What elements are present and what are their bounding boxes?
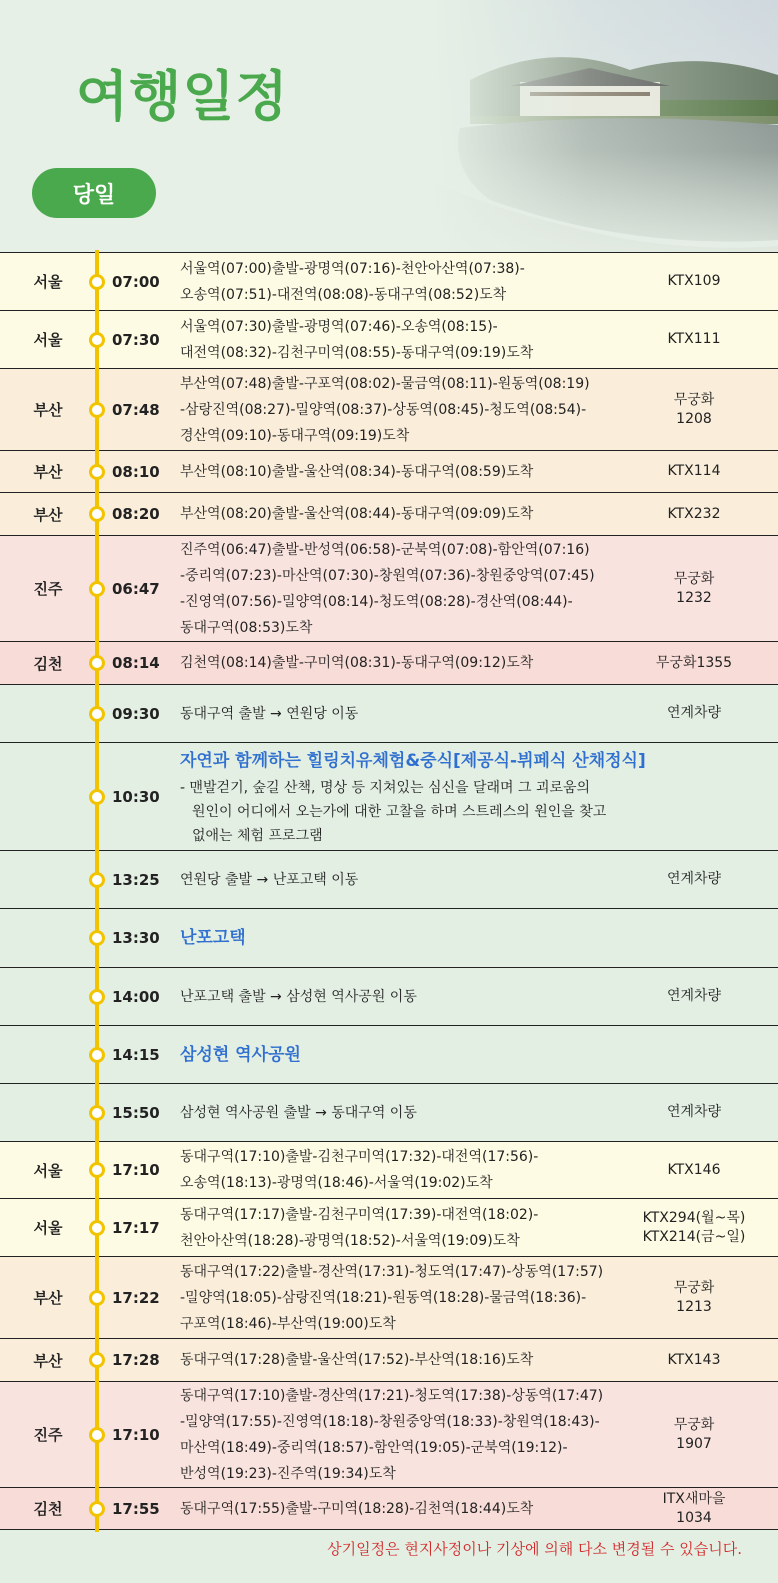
schedule-row bbox=[0, 1025, 778, 1083]
train-label: 무궁화1355 bbox=[655, 654, 733, 671]
schedule-row bbox=[0, 1381, 778, 1487]
timeline-dot-icon bbox=[89, 1352, 105, 1368]
departure-city: 김천 bbox=[33, 654, 63, 673]
train-label: KTX114 bbox=[667, 463, 721, 479]
timeline-dot-icon bbox=[89, 274, 105, 290]
timeline-dot-icon bbox=[89, 402, 105, 418]
timeline-dot-icon bbox=[89, 464, 105, 480]
schedule-description bbox=[180, 1347, 630, 1373]
schedule-row bbox=[0, 1198, 778, 1256]
train-label: 1232 bbox=[676, 589, 712, 606]
schedule-time: 10:30 bbox=[112, 787, 160, 806]
train-label: 무궁화 bbox=[673, 1416, 715, 1433]
departure-city: 김천 bbox=[33, 1500, 63, 1518]
train-info bbox=[620, 391, 768, 429]
hero-photo bbox=[430, 0, 778, 252]
train-label: 무궁화 bbox=[673, 1279, 715, 1296]
schedule-description bbox=[180, 537, 630, 641]
train-info bbox=[620, 1103, 768, 1122]
departure-city: 부산 bbox=[33, 463, 63, 481]
schedule-description bbox=[180, 1202, 630, 1254]
train-label: 1213 bbox=[676, 1298, 712, 1315]
page-header bbox=[0, 0, 778, 252]
train-info bbox=[620, 1279, 768, 1317]
timeline-dot-icon bbox=[89, 655, 105, 671]
schedule-row bbox=[0, 368, 778, 450]
train-info bbox=[620, 1351, 768, 1370]
departure-city: 서울 bbox=[33, 1161, 63, 1180]
page-title: 여행일정 bbox=[76, 65, 289, 128]
train-label: 1907 bbox=[676, 1435, 712, 1452]
route-line: 동대구역(17:28)출발-울산역(17:52)-부산역(18:16)도착 bbox=[180, 1352, 534, 1368]
schedule-description bbox=[180, 701, 630, 727]
route-line: 김천역(08:14)출발-구미역(08:31)-동대구역(09:12)도착 bbox=[180, 655, 534, 671]
timeline-dot-icon bbox=[89, 706, 105, 722]
schedule-time: 14:00 bbox=[112, 987, 160, 1006]
timeline-dot-icon bbox=[89, 332, 105, 348]
train-info bbox=[620, 1490, 768, 1528]
schedule-description bbox=[180, 256, 630, 308]
schedule-row bbox=[0, 850, 778, 908]
schedule-time: 08:20 bbox=[112, 505, 160, 523]
schedule-time: 15:50 bbox=[112, 1103, 160, 1122]
schedule-time: 07:00 bbox=[112, 272, 160, 291]
route-line: 동대구역(17:22)출발-경산역(17:31)-청도역(17:47)-상동역(17:57) bbox=[180, 1263, 604, 1280]
schedule-row bbox=[0, 252, 778, 310]
timeline-dot-icon bbox=[89, 789, 105, 805]
route-line: 구포역(18:46)-부산역(19:00)도착 bbox=[180, 1315, 396, 1332]
timeline-dot-icon bbox=[89, 506, 105, 522]
train-label: 1034 bbox=[676, 1509, 712, 1526]
timeline-dot-icon bbox=[89, 1105, 105, 1121]
schedule-row bbox=[0, 684, 778, 742]
train-label: KTX294(월~목) bbox=[642, 1209, 746, 1226]
day-trip-badge: 당일 bbox=[32, 168, 156, 218]
schedule-description bbox=[180, 314, 630, 366]
schedule-time: 17:22 bbox=[112, 1288, 160, 1307]
train-info bbox=[620, 462, 768, 481]
schedule-notice: 상기일정은 현지사정이나 기상에 의해 다소 변경될 수 있습니다. bbox=[327, 1540, 742, 1558]
train-info bbox=[620, 272, 768, 291]
timeline-dot-icon bbox=[89, 872, 105, 888]
schedule-description bbox=[180, 746, 646, 848]
route-line: 마산역(18:49)-중리역(18:57)-함안역(19:05)-군북역(19:12)- bbox=[180, 1439, 568, 1456]
activity-heading: 난포고택 bbox=[180, 928, 246, 948]
schedule-row bbox=[0, 310, 778, 368]
schedule-time: 07:48 bbox=[112, 400, 160, 419]
schedule-row bbox=[0, 967, 778, 1025]
activity-note: 원인이 어디에서 오는가에 대한 고찰을 하며 스트레스의 원인을 찾고 bbox=[192, 803, 607, 820]
route-line: 부산역(08:20)출발-울산역(08:44)-동대구역(09:09)도착 bbox=[180, 506, 534, 522]
train-label: 연계차량 bbox=[666, 705, 722, 721]
route-line: 부산역(07:48)출발-구포역(08:02)-물금역(08:11)-원동역(08:19) bbox=[180, 375, 590, 392]
schedule-time: 13:25 bbox=[112, 870, 160, 889]
departure-city: 부산 bbox=[33, 1351, 63, 1370]
garden-pond-image bbox=[430, 0, 778, 252]
schedule-description bbox=[180, 1144, 630, 1196]
schedule-time: 08:14 bbox=[112, 654, 160, 672]
train-info bbox=[620, 1209, 768, 1247]
train-label: KTX214(금~일) bbox=[642, 1228, 746, 1245]
departure-city: 진주 bbox=[33, 580, 63, 598]
schedule-description bbox=[180, 1496, 630, 1522]
schedule-row bbox=[0, 1256, 778, 1338]
route-line: 오송역(18:13)-광명역(18:46)-서울역(19:02)도착 bbox=[180, 1175, 493, 1191]
schedule-row bbox=[0, 742, 778, 850]
schedule-time: 17:55 bbox=[112, 1499, 160, 1518]
schedule-row bbox=[0, 535, 778, 641]
schedule-time: 14:15 bbox=[112, 1045, 160, 1064]
train-label: KTX109 bbox=[667, 273, 721, 289]
timeline-line bbox=[95, 250, 99, 1532]
departure-city: 서울 bbox=[33, 331, 63, 349]
schedule-table bbox=[0, 252, 778, 1530]
schedule-description bbox=[180, 1383, 630, 1487]
schedule-time: 06:47 bbox=[112, 579, 160, 598]
train-info bbox=[620, 987, 768, 1006]
route-line: 반성역(19:23)-진주역(19:34)도착 bbox=[180, 1465, 396, 1482]
schedule-time: 17:10 bbox=[112, 1425, 160, 1444]
train-label: KTX232 bbox=[667, 505, 721, 522]
activity-heading: 자연과 함께하는 힐링치유체험&중식[제공식-뷔페식 산채정식] bbox=[180, 750, 646, 771]
train-label: 연계차량 bbox=[666, 871, 722, 887]
schedule-time: 07:30 bbox=[112, 330, 160, 349]
activity-heading: 삼성현 역사공원 bbox=[180, 1044, 301, 1065]
schedule-description bbox=[180, 1259, 630, 1337]
timeline-dot-icon bbox=[89, 1290, 105, 1306]
route-line: -밀양역(17:55)-진영역(18:18)-창원중앙역(18:33)-창원역(18:43)- bbox=[180, 1413, 600, 1430]
route-line: 동대구역(17:55)출발-구미역(18:28)-김천역(18:44)도착 bbox=[180, 1500, 534, 1517]
schedule-row bbox=[0, 1141, 778, 1198]
activity-note: 없애는 체험 프로그램 bbox=[192, 827, 323, 844]
schedule-description bbox=[180, 984, 630, 1010]
route-line: 동대구역(17:10)출발-김천구미역(17:32)-대전역(17:56)- bbox=[180, 1149, 539, 1165]
route-line: 연원당 출발 → 난포고택 이동 bbox=[180, 871, 359, 888]
train-label: 1208 bbox=[676, 410, 712, 427]
train-label: 무궁화 bbox=[673, 391, 715, 408]
departure-city: 서울 bbox=[33, 273, 63, 291]
train-label: 무궁화 bbox=[673, 570, 715, 587]
timeline-dot-icon bbox=[89, 581, 105, 597]
schedule-time: 08:10 bbox=[112, 462, 160, 481]
schedule-description bbox=[180, 923, 630, 953]
schedule-row bbox=[0, 450, 778, 492]
train-info bbox=[620, 330, 768, 349]
departure-city: 부산 bbox=[33, 1289, 63, 1307]
train-info bbox=[620, 1161, 768, 1180]
route-line: -진영역(07:56)-밀양역(08:14)-청도역(08:28)-경산역(08:44)- bbox=[180, 593, 573, 610]
route-line: 동대구역(17:10)출발-경산역(17:21)-청도역(17:38)-상동역(17:47) bbox=[180, 1387, 604, 1404]
train-label: 연계차량 bbox=[666, 1104, 722, 1120]
timeline-dot-icon bbox=[89, 1220, 105, 1236]
train-info bbox=[620, 654, 768, 673]
timeline-dot-icon bbox=[89, 1501, 105, 1517]
schedule-description bbox=[180, 650, 630, 676]
timeline-dot-icon bbox=[89, 930, 105, 946]
schedule-time: 17:28 bbox=[112, 1351, 160, 1369]
schedule-time: 17:10 bbox=[112, 1161, 160, 1179]
schedule-description bbox=[180, 1040, 630, 1070]
departure-city: 진주 bbox=[33, 1426, 63, 1444]
schedule-row bbox=[0, 641, 778, 684]
timeline-dot-icon bbox=[89, 1162, 105, 1178]
schedule-time: 17:17 bbox=[112, 1218, 160, 1237]
schedule-description bbox=[180, 501, 630, 527]
schedule-row bbox=[0, 1083, 778, 1141]
schedule-description bbox=[180, 459, 630, 485]
departure-city: 부산 bbox=[33, 505, 63, 524]
schedule-row bbox=[0, 1338, 778, 1381]
schedule-row bbox=[0, 492, 778, 535]
route-line: -밀양역(18:05)-삼랑진역(18:21)-원동역(18:28)-물금역(18:36)- bbox=[180, 1289, 587, 1306]
route-line: 경산역(09:10)-동대구역(09:19)도착 bbox=[180, 427, 410, 444]
train-label: KTX146 bbox=[667, 1161, 721, 1178]
route-line: 동대구역(17:17)출발-김천구미역(17:39)-대전역(18:02)- bbox=[180, 1206, 539, 1223]
route-line: 천안아산역(18:28)-광명역(18:52)-서울역(19:09)도착 bbox=[180, 1232, 520, 1249]
train-info bbox=[620, 870, 768, 889]
route-line: 서울역(07:30)출발-광명역(07:46)-오송역(08:15)- bbox=[180, 318, 498, 335]
schedule-time: 09:30 bbox=[112, 704, 160, 723]
train-info bbox=[620, 1416, 768, 1454]
timeline-dot-icon bbox=[89, 1427, 105, 1443]
route-line: 삼성현 역사공원 출발 → 동대구역 이동 bbox=[180, 1104, 417, 1121]
schedule-row bbox=[0, 908, 778, 967]
schedule-description bbox=[180, 371, 630, 449]
schedule-description bbox=[180, 1100, 630, 1126]
route-line: 진주역(06:47)출발-반성역(06:58)-군북역(07:08)-함안역(07:16) bbox=[180, 541, 590, 558]
activity-note: - 맨발걷기, 숲길 산책, 명상 등 지쳐있는 심신을 달래며 그 괴로움의 bbox=[180, 779, 591, 796]
schedule-time: 13:30 bbox=[112, 929, 160, 947]
train-info bbox=[620, 570, 768, 608]
train-label: KTX111 bbox=[667, 331, 721, 347]
route-line: 대전역(08:32)-김천구미역(08:55)-동대구역(09:19)도착 bbox=[180, 344, 534, 361]
train-label: ITX새마을 bbox=[662, 1490, 726, 1507]
route-line: 동대구역 출발 → 연원당 이동 bbox=[180, 705, 359, 722]
route-line: -중리역(07:23)-마산역(07:30)-창원역(07:36)-창원중앙역(07:45) bbox=[180, 567, 595, 584]
timeline-dot-icon bbox=[89, 989, 105, 1005]
route-line: -삼랑진역(08:27)-밀양역(08:37)-상동역(08:45)-청도역(08:54)- bbox=[180, 401, 587, 418]
train-label: KTX143 bbox=[667, 1351, 721, 1368]
train-info bbox=[620, 704, 768, 723]
train-label: 연계차량 bbox=[666, 988, 722, 1004]
route-line: 오송역(07:51)-대전역(08:08)-동대구역(08:52)도착 bbox=[180, 286, 507, 303]
timeline-dot-icon bbox=[89, 1047, 105, 1063]
departure-city: 부산 bbox=[33, 401, 63, 419]
train-info bbox=[620, 505, 768, 524]
route-line: 동대구역(08:53)도착 bbox=[180, 619, 313, 636]
route-line: 난포고택 출발 → 삼성현 역사공원 이동 bbox=[180, 988, 417, 1005]
route-line: 서울역(07:00)출발-광명역(07:16)-천안아산역(07:38)- bbox=[180, 260, 525, 277]
departure-city: 서울 bbox=[33, 1219, 63, 1237]
schedule-row bbox=[0, 1487, 778, 1530]
route-line: 부산역(08:10)출발-울산역(08:34)-동대구역(08:59)도착 bbox=[180, 463, 534, 480]
schedule-description bbox=[180, 867, 630, 893]
